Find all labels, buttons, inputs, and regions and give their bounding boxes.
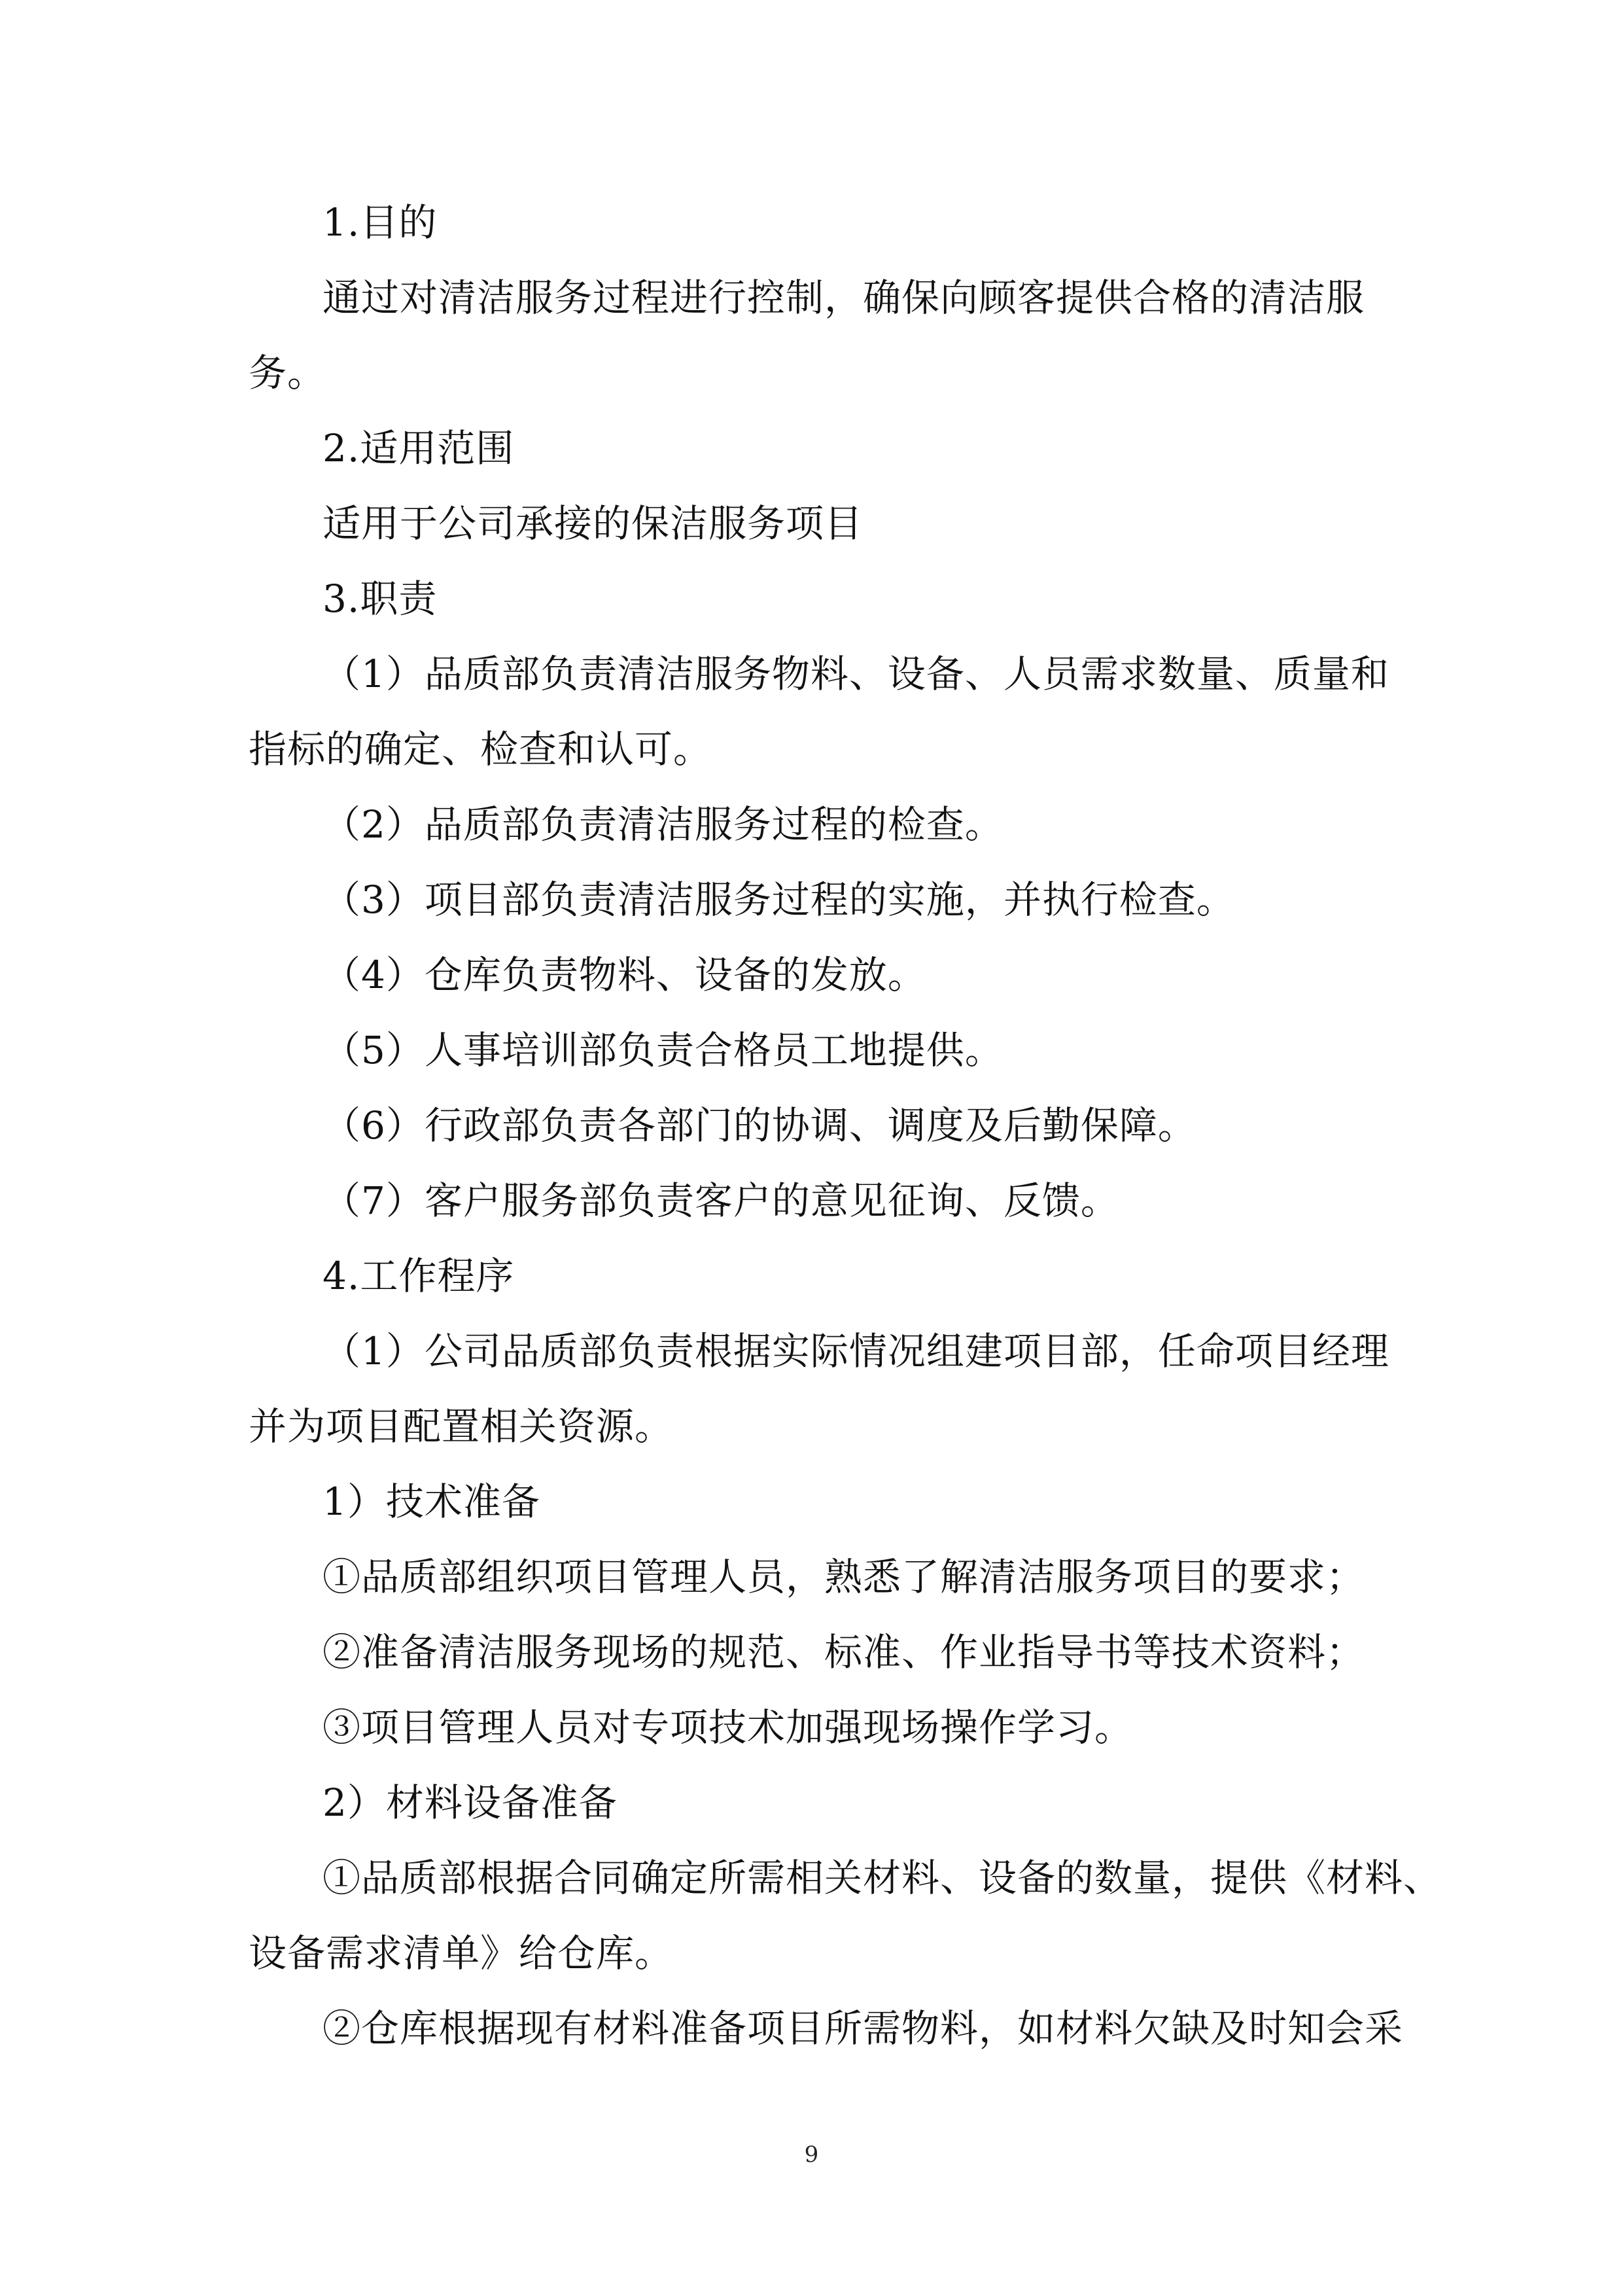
section-heading-responsibilities: 3.职责 bbox=[323, 576, 438, 621]
page-number: 9 bbox=[804, 2142, 819, 2168]
list-item: （6）行政部负责各部门的协调、调度及后勤保障。 bbox=[323, 1103, 1196, 1148]
section-heading-scope: 2.适用范围 bbox=[323, 426, 515, 470]
list-item: ②准备清洁服务现场的规范、标准、作业指导书等技术资料； bbox=[323, 1630, 1365, 1674]
list-item: （1）品质部负责清洁服务物料、设备、人员需求数量、质量和 bbox=[323, 652, 1389, 696]
list-item: ③项目管理人员对专项技术加强现场操作学习。 bbox=[323, 1705, 1134, 1750]
list-item: ①品质部组织项目管理人员，熟悉了解清洁服务项目的要求； bbox=[323, 1555, 1365, 1599]
list-item: （2）品质部负责清洁服务过程的检查。 bbox=[323, 802, 1003, 847]
paragraph-line: 并为项目配置相关资源。 bbox=[249, 1404, 674, 1449]
list-item: （1）公司品质部负责根据实际情况组建项目部，任命项目经理 bbox=[323, 1329, 1389, 1373]
subheading-material-equipment-preparation: 2）材料设备准备 bbox=[323, 1780, 618, 1825]
subheading-technical-preparation: 1）技术准备 bbox=[323, 1479, 540, 1524]
list-item: （4）仓库负责物料、设备的发放。 bbox=[323, 953, 926, 997]
paragraph-line: 指标的确定、检查和认可。 bbox=[249, 727, 712, 771]
paragraph-line: 务。 bbox=[249, 351, 326, 395]
paragraph-line: 设备需求清单》给仓库。 bbox=[249, 1931, 674, 1975]
paragraph-line: 适用于公司承接的保洁服务项目 bbox=[323, 501, 864, 546]
list-item: （5）人事培训部负责合格员工地提供。 bbox=[323, 1028, 1003, 1072]
list-item: ①品质部根据合同确定所需相关材料、设备的数量，提供《材料、 bbox=[323, 1856, 1442, 1900]
list-item: （3）项目部负责清洁服务过程的实施，并执行检查。 bbox=[323, 877, 1235, 922]
section-heading-purpose: 1.目的 bbox=[323, 200, 438, 245]
paragraph-line: 通过对清洁服务过程进行控制，确保向顾客提供合格的清洁服 bbox=[323, 275, 1365, 320]
section-heading-procedure: 4.工作程序 bbox=[323, 1254, 515, 1298]
list-item: ②仓库根据现有材料准备项目所需物料，如材料欠缺及时知会采 bbox=[323, 2006, 1404, 2051]
list-item: （7）客户服务部负责客户的意见征询、反馈。 bbox=[323, 1178, 1119, 1223]
